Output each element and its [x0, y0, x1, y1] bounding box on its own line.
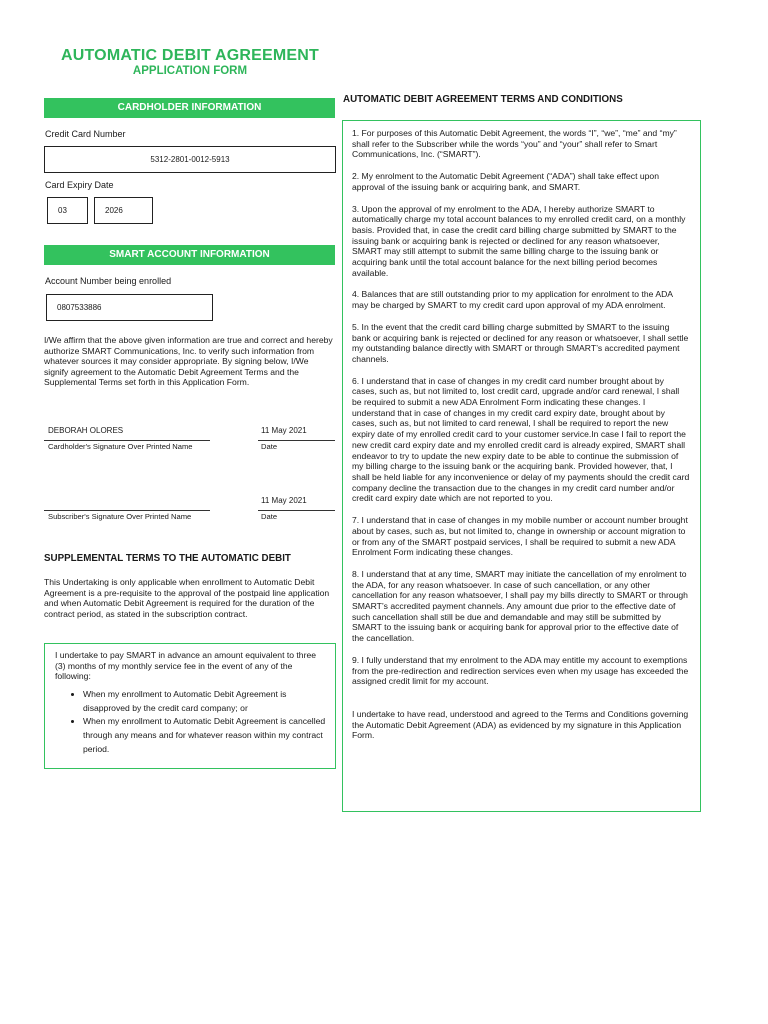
term-item-9: 9. I fully understand that my enrolment to the ADA may entitle my account to exemptions from the pre-redirection and redirection services even when my usage has exceeded the assigned credit limit for my account. [352, 654, 689, 687]
cardholder-signature-caption: Cardholder's Signature Over Printed Name [48, 442, 193, 451]
cardholder-date-caption: Date [261, 442, 278, 451]
undertaking-bullet: • When my enrollment to Automatic Debit Agreement is disapproved by the credit card company; or [83, 688, 327, 716]
term-item-3: 3. Upon the approval of my enrolment to the ADA, I hereby authorize SMART to automatically charge my total account balances to my enrolled credit card, on a monthly basis. Provided that, in case the credit card billing charge submitted by SMART to the issuing bank or acquiring bank is rejected or declined for any reason whatsoever, SMART may still attempt to submit the same billing charge to the issuing bank or acquiring bank until the total account balance for the next billing period becomes available. [352, 203, 686, 278]
account-number-field[interactable]: 0807533886 [46, 294, 213, 321]
cardholder-signature-line [44, 440, 210, 441]
cardholder-date-line [258, 440, 335, 441]
undertaking-text: I undertake to pay SMART in advance an amount equivalent to three (3) months of my monthly service fee in the event of any of the following: [55, 650, 317, 682]
term-item-8: 8. I understand that at any time, SMART may initiate the cancellation of my enrolment to the ADA, for any reason whatsoever. In case of such cancellation, or any other cancellation for any reason whatsoever, I shall pay my bills directly to SMART or through SMART’s accredited payment channels. Any amount due prior to the effective date of such cancellation shall still be due and demandable and may still be submitted by SMART to the issuing bank or acquiring bank for approval prior to the effective date of the cancellation. [352, 568, 688, 644]
term-item-5: 5. In the event that the credit card billing charge submitted by SMART to the issuing bank or acquiring bank is rejected or declined for any reason or whatsoever, I shall settle my outstanding balance directly with SMART or through SMART’s accredited payment channels. [352, 321, 689, 364]
smart-account-section-header: SMART ACCOUNT INFORMATION [44, 245, 335, 265]
form-subtitle: APPLICATION FORM [132, 65, 248, 77]
subscriber-date-line [258, 510, 335, 511]
expiry-month-field[interactable]: 03 [47, 197, 88, 224]
undertaking-list [55, 688, 327, 757]
cardholder-sign-date: 11 May 2021 [261, 426, 307, 435]
subscriber-date-caption: Date [261, 512, 278, 521]
form-title: AUTOMATIC DEBIT AGREEMENT [60, 47, 320, 64]
term-item-4: 4. Balances that are still outstanding prior to my application for enrolment to the ADA may be charged by SMART to my credit card upon approval of my ADA enrolment. [352, 289, 673, 311]
cardholder-section-header: CARDHOLDER INFORMATION [44, 98, 335, 118]
affirmation-text: I/We affirm that the above given information are true and correct and hereby authorize SMART Communications, Inc. to verify such information from whatever sources it may consider appropriate. By signing below, I/We signify agreement to the Automatic Debit Agreement Terms and the Supplemental Terms set forth in this Application Form. [44, 335, 333, 388]
supplemental-title: SUPPLEMENTAL TERMS TO THE AUTOMATIC DEBIT [44, 553, 291, 564]
expiry-label: Card Expiry Date [45, 180, 114, 190]
supplemental-intro: This Undertaking is only applicable when enrollment to Automatic Debit Agreement is a pre-requisite to the approval of the postpaid line application and when Automatic Debit Agreement is required for the duration of the contract period, as stated in the subscription contract. [44, 577, 330, 619]
term-item-2: 2. My enrolment to the Automatic Debit Agreement (“ADA”) shall take effect upon approval of the issuing bank or acquiring bank, and SMART. [352, 171, 659, 192]
term-item-6: 6. I understand that in case of changes in my credit card number brought about by cases, such as, but not limited to, lost credit card, upgrade and/or card renewal, I shall be required to submit a new ADA Enrolment Form indicating these changes. I understand that in case of changes in my credit card expiry date, brought about by cases, such as, but not limited to card renewal, I shall be required to report the new expiry date of my enrolled credit card to your customer service.In case I fail to report the new credit card expiry date and my enrolled credit card is already expired, SMART shall endeavor to try to update the new expiry date to be able to continue the submission of my billing charge to the issuing bank or the acquiring bank. Provided however, that, I shall be held liable for any inconvenience or delay of my payments should the credit card company decline the transaction due to the changes in my credit card number and/or credit card expiry date which are not reported to you. [352, 375, 690, 504]
subscriber-signature-line [44, 510, 210, 511]
term-item-1: 1. For purposes of this Automatic Debit Agreement, the words “I”, “we”, “me” and “my” shall refer to the Subscriber while the words “you” and “your” shall refer to Smart Communications, Inc. (“SMART”). [352, 128, 677, 160]
expiry-year-field[interactable]: 2026 [94, 197, 153, 224]
subscriber-sign-date: 11 May 2021 [261, 496, 307, 505]
undertaking-bullet: • When my enrollment to Automatic Debit Agreement is cancelled through any means and for whatever reason within my contract period. [83, 715, 327, 756]
card-number-field[interactable]: 5312-2801-0012-5913 [44, 146, 336, 173]
subscriber-signature-caption: Subscriber's Signature Over Printed Name [48, 512, 192, 521]
term-item-7: 7. I understand that in case of changes in my mobile number or account number brought about by cases, such as, but not limited to, change in ownership or account migration to or from any of the SMART postpaid services, I shall be required to submit a new ADA Enrolment Form indicating these changes. [352, 515, 688, 558]
undertaking-box [44, 643, 336, 769]
terms-title: AUTOMATIC DEBIT AGREEMENT TERMS AND CONDITIONS [343, 94, 623, 105]
cardholder-printed-name: DEBORAH OLORES [48, 426, 124, 435]
terms-box [342, 120, 701, 812]
terms-closing: I undertake to have read, understood and agreed to the Terms and Conditions governing the Automatic Debit Agreement (ADA) as evidenced by my signature in this Application Form. [352, 708, 689, 741]
account-number-label: Account Number being enrolled [45, 276, 172, 286]
card-number-label: Credit Card Number [45, 129, 126, 139]
